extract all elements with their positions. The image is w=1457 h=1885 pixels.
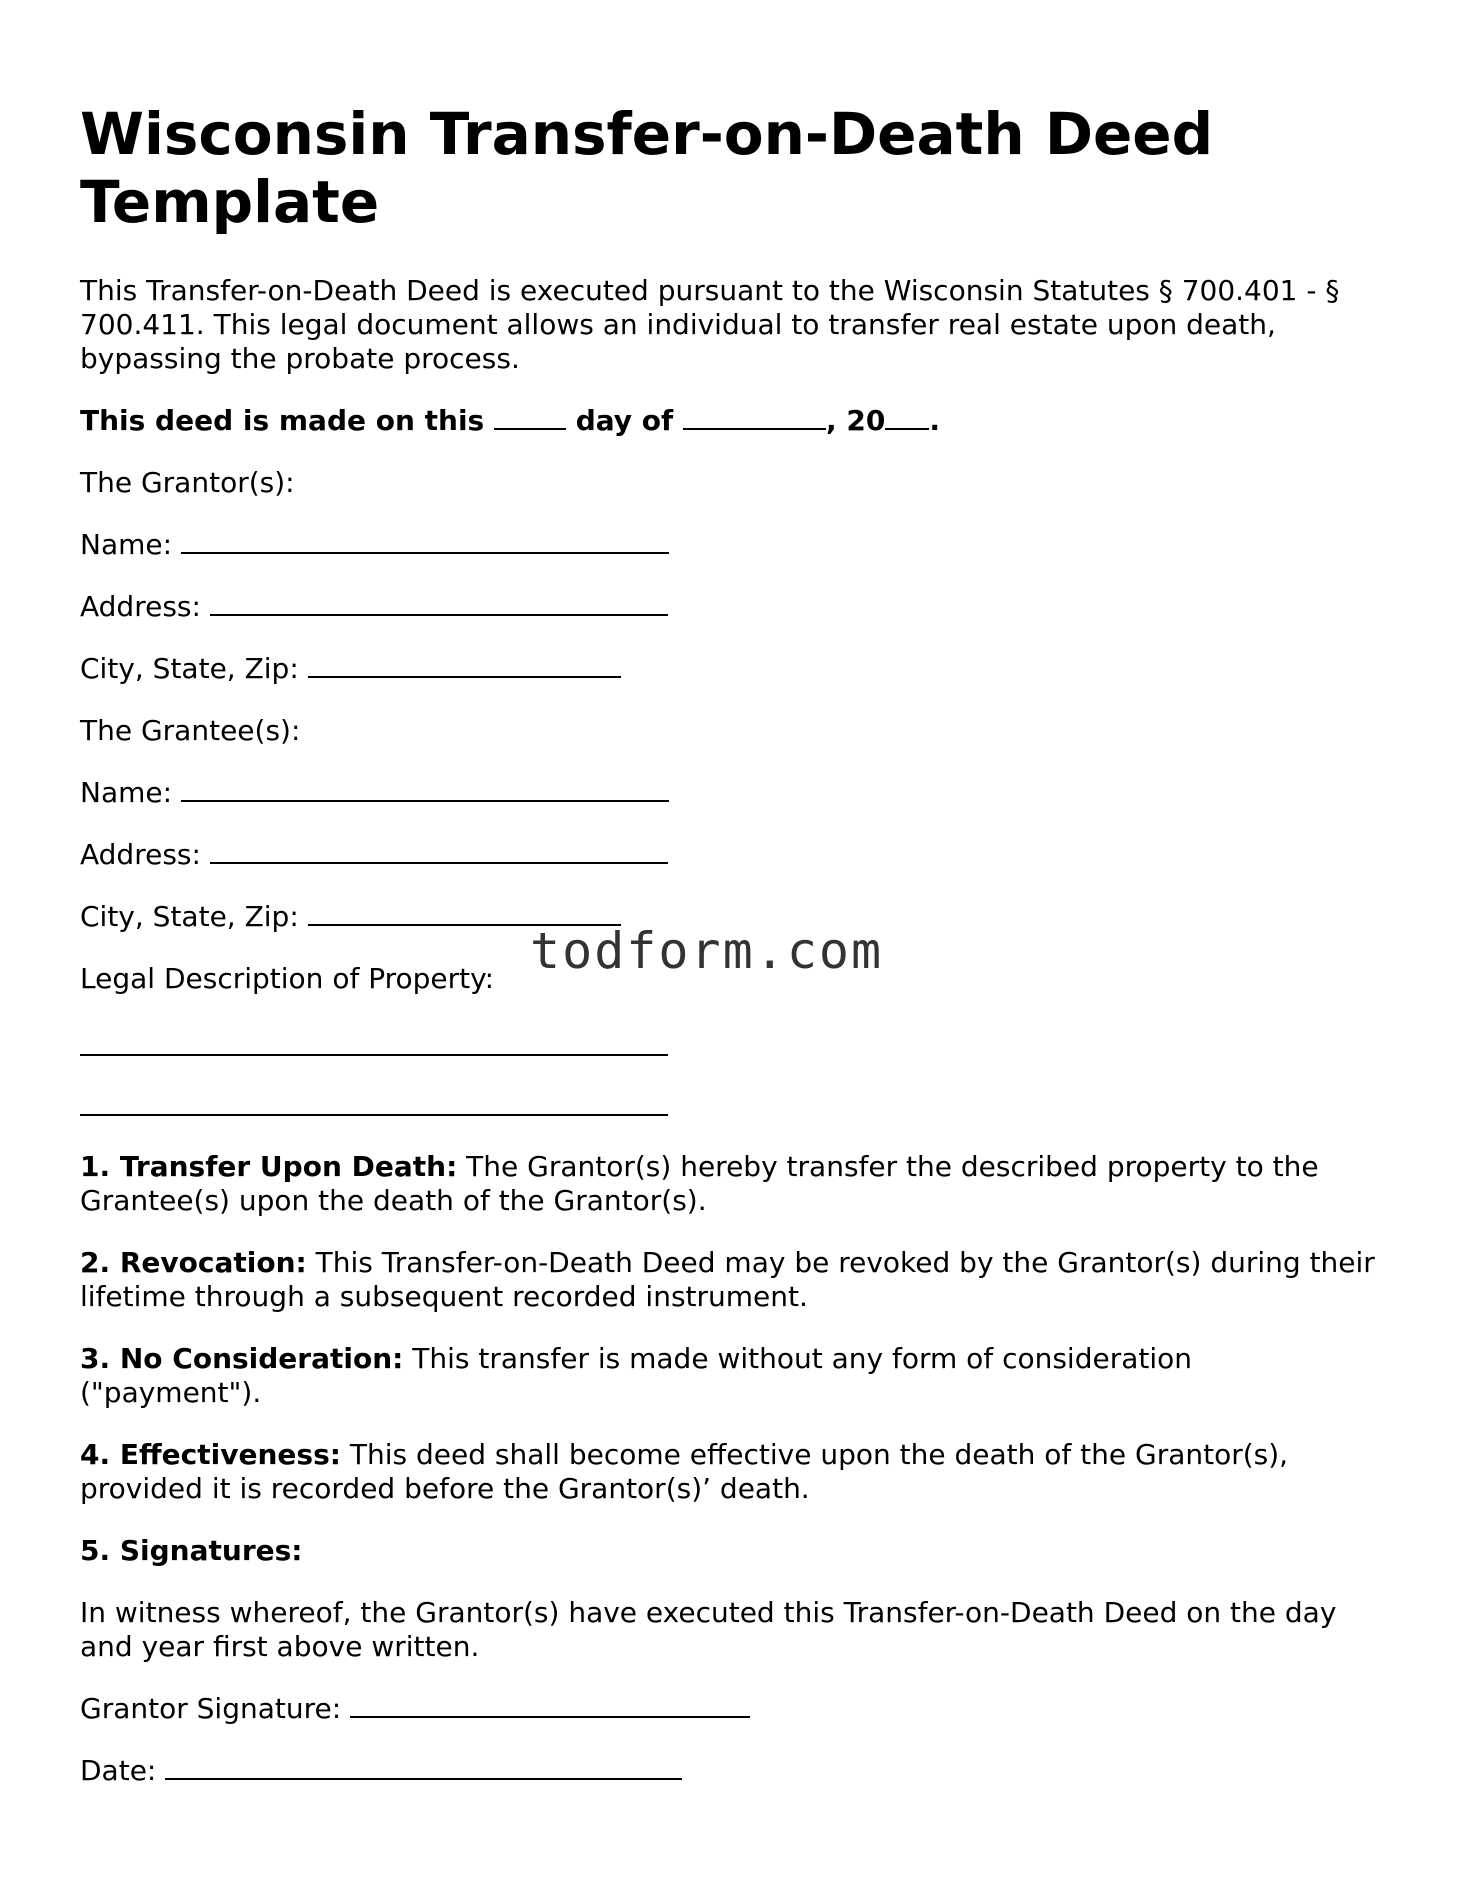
year-blank[interactable]	[885, 404, 929, 430]
grantee-address-field[interactable]	[210, 838, 668, 864]
grantor-city-label: City, State, Zip:	[80, 652, 299, 685]
clause-consideration	[80, 1342, 1380, 1410]
clause-text: The Grantor(s) hereby transfer the described property to the Grantee(s) upon the death of the Grantor(s).	[80, 1150, 1319, 1217]
grantor-address-field[interactable]	[210, 590, 668, 616]
watermark: todform.com	[530, 922, 884, 980]
signature-row	[80, 1692, 1380, 1726]
legal-description-line-2[interactable]	[80, 1114, 668, 1116]
witness-paragraph: In witness whereof, the Grantor(s) have executed this Transfer-on-Death Deed on the day and year first above written.	[80, 1596, 1337, 1663]
made-on-suffix: .	[929, 404, 940, 437]
legal-description-label: Legal Description of Property:	[80, 962, 495, 995]
clause-title: 3. No Consideration:	[80, 1342, 404, 1375]
clause-effectiveness	[80, 1438, 1380, 1506]
grantee-city-label: City, State, Zip:	[80, 900, 299, 933]
made-on-mid1: day of	[575, 404, 674, 437]
signature-field[interactable]	[350, 1692, 750, 1718]
grantor-city-row	[80, 652, 1380, 686]
grantor-heading: The Grantor(s):	[80, 466, 295, 499]
clause-title: 4. Effectiveness:	[80, 1438, 341, 1471]
grantor-address-row	[80, 590, 1380, 624]
grantee-address-label: Address:	[80, 838, 201, 871]
clause-text: This Transfer-on-Death Deed may be revoked by the Grantor(s) during their lifetime through a subsequent recorded instrument.	[80, 1246, 1375, 1313]
made-on-prefix: This deed is made on this	[80, 404, 485, 437]
clause-text: This transfer is made without any form of consideration ("payment").	[80, 1342, 1193, 1409]
date-label: Date:	[80, 1754, 157, 1787]
grantor-address-label: Address:	[80, 590, 201, 623]
month-blank[interactable]	[683, 404, 826, 430]
clause-transfer	[80, 1150, 1380, 1218]
signature-label: Grantor Signature:	[80, 1692, 342, 1725]
grantor-name-field[interactable]	[181, 528, 669, 554]
date-row	[80, 1754, 1380, 1788]
made-on-line	[80, 404, 1380, 438]
grantee-address-row	[80, 838, 1380, 872]
clause-title: 2. Revocation:	[80, 1246, 307, 1279]
legal-description-line-1[interactable]	[80, 1054, 668, 1056]
grantee-name-label: Name:	[80, 776, 173, 809]
grantee-heading: The Grantee(s):	[80, 714, 301, 747]
clause-signatures	[80, 1534, 1380, 1568]
made-on-mid2: , 20	[825, 404, 886, 437]
document-title: Wisconsin Transfer-on-Death Deed Template	[80, 100, 1214, 236]
intro-paragraph: This Transfer-on-Death Deed is executed pursuant to the Wisconsin Statutes § 700.401 - § 700.411. This legal document allows an individual to transfer real estate upon death, bypassing the probate process.	[80, 274, 1340, 375]
clause-title: 1. Transfer Upon Death:	[80, 1150, 458, 1183]
clause-text: This deed shall become effective upon the death of the Grantor(s), provided it is recorded before the Grantor(s)’ death.	[80, 1438, 1289, 1505]
clause-revocation	[80, 1246, 1380, 1314]
grantee-name-field[interactable]	[181, 776, 669, 802]
day-blank[interactable]	[494, 404, 566, 430]
grantor-name-label: Name:	[80, 528, 173, 561]
grantee-name-row	[80, 776, 1380, 810]
date-field[interactable]	[165, 1754, 682, 1780]
clause-title: 5. Signatures:	[80, 1534, 303, 1567]
grantor-name-row	[80, 528, 1380, 562]
grantor-city-field[interactable]	[308, 652, 621, 678]
